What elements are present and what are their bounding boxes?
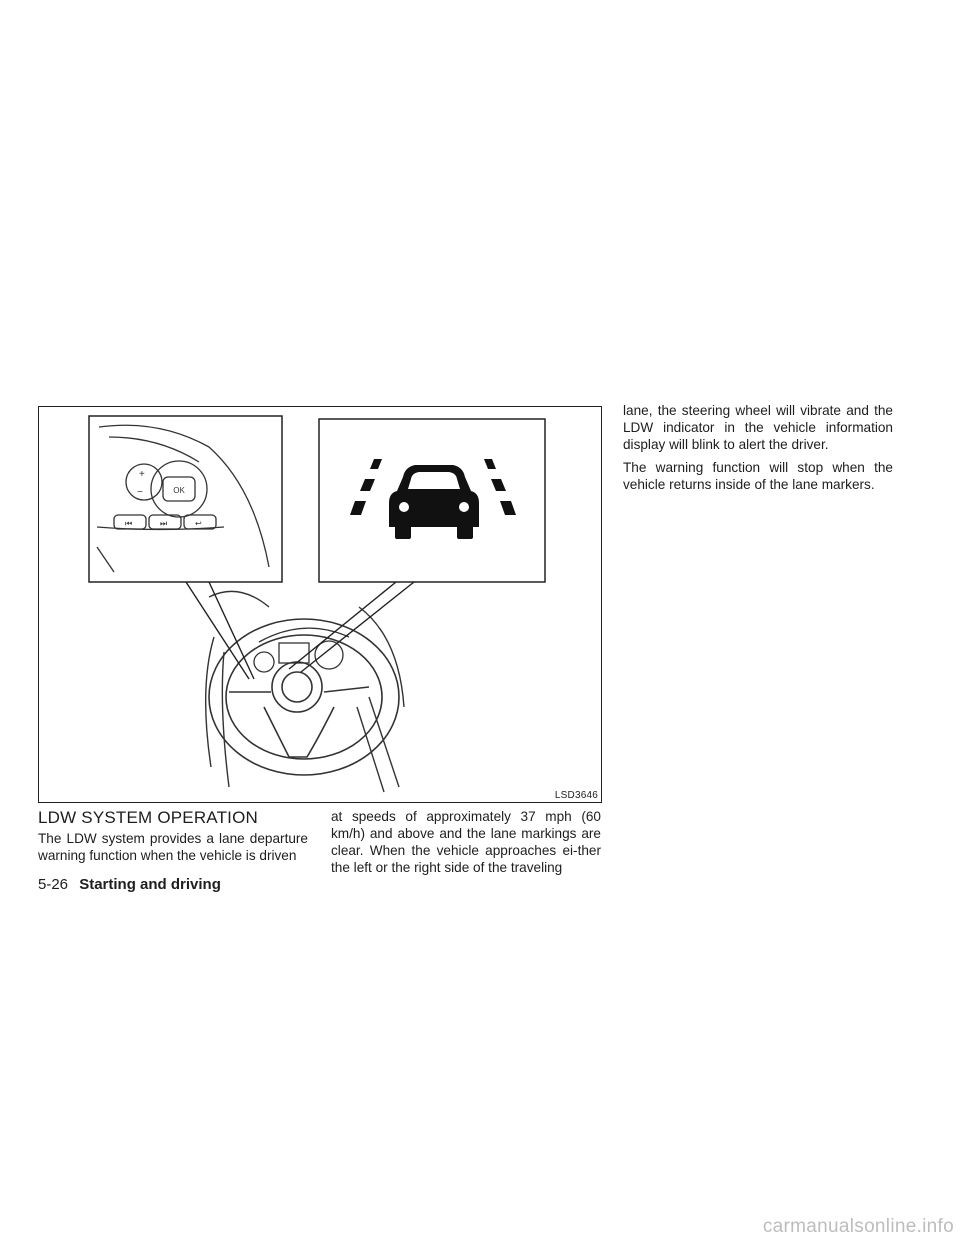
body-paragraph: The LDW system provides a lane departure warning function when the vehicle is driven [38,831,308,863]
ok-button-label: OK [173,486,185,495]
watermark: carmanualsonline.info [762,1216,954,1237]
svg-text:⏮: ⏮ [125,519,133,528]
body-column-1 [38,830,308,870]
svg-text:⏭: ⏭ [160,519,168,528]
figure-code: LSD3646 [554,790,598,801]
switch-closeup-inset [89,416,282,582]
body-paragraph: lane, the steering wheel will vibrate and the LDW indicator in the vehicle information display will blink to alert the driver. [623,403,893,452]
ldw-indicator-inset [319,419,545,582]
body-column-2 [331,808,601,882]
svg-text:−: − [137,487,143,498]
body-paragraph: The warning function will stop when the vehicle returns inside of the lane markers. [623,460,893,492]
page-number: 5-26 [38,876,69,893]
steering-wheel-illustration [39,407,603,804]
section-heading: LDW SYSTEM OPERATION [38,808,258,827]
ldw-figure [38,406,602,803]
footer-section-title: Starting and driving [79,876,221,893]
page-footer [38,876,221,893]
svg-text:+: + [139,469,145,480]
body-paragraph: at speeds of approximately 37 mph (60 km/h) and above and the lane markings are clear. When the vehicle approaches ei-ther the left or the right side of the traveling [331,809,601,875]
body-column-3 [623,402,893,499]
svg-text:↩: ↩ [195,519,202,528]
